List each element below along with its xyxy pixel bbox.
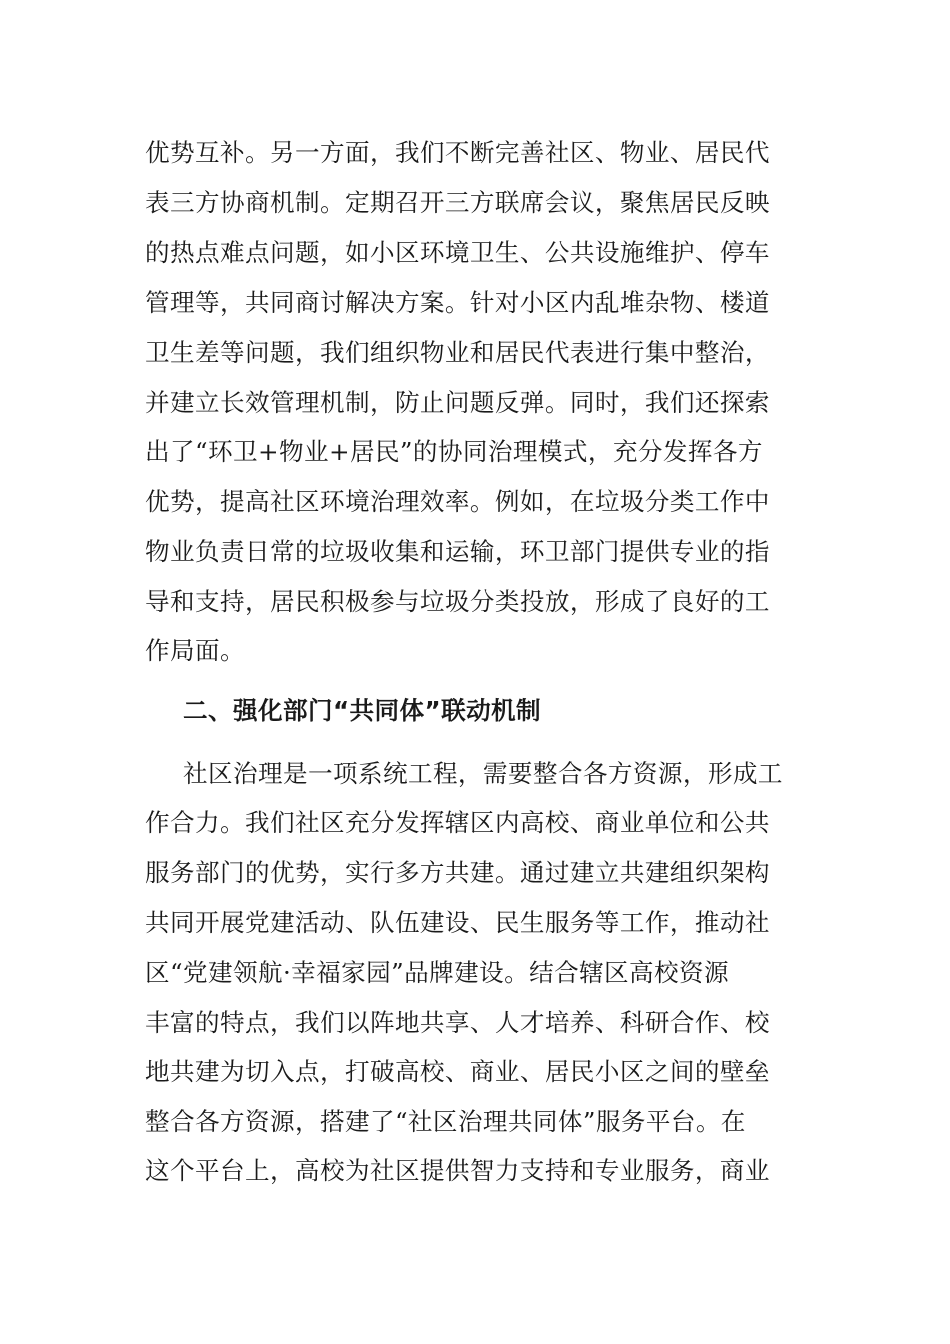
paragraph-2-line-3: 服务部门的优势，实行多方共建。通过建立共建组织架构 <box>145 858 770 887</box>
paragraph-1-line-11: 作局面。 <box>145 636 245 665</box>
paragraph-1-line-1: 优势互补。另一方面，我们不断完善社区、物业、居民代 <box>145 138 770 167</box>
paragraph-2-line-6: 丰富的特点，我们以阵地共享、人才培养、科研合作、校 <box>145 1008 770 1037</box>
paragraph-2-line-4: 共同开展党建活动、队伍建设、民生服务等工作，推动社 <box>145 908 770 937</box>
paragraph-1-line-10: 导和支持，居民积极参与垃圾分类投放，形成了良好的工 <box>145 587 770 616</box>
paragraph-2-line-7: 地共建为切入点，打破高校、商业、居民小区之间的壁垒 <box>145 1057 770 1086</box>
paragraph-1-line-8: 优势，提高社区环境治理效率。例如，在垃圾分类工作中 <box>145 487 770 516</box>
paragraph-2-line-5: 区“党建领航·幸福家园”品牌建设。结合辖区高校资源 <box>145 958 730 987</box>
section-heading: 二、强化部门“共同体”联动机制 <box>183 696 542 725</box>
paragraph-1-line-7: 出了“环卫+物业+居民”的协同治理模式，充分发挥各方 <box>145 437 763 466</box>
paragraph-2-line-8: 整合各方资源，搭建了“社区治理共同体”服务平台。在 <box>145 1107 746 1136</box>
paragraph-2-line-1: 社区治理是一项系统工程，需要整合各方资源，形成工 <box>183 759 783 788</box>
paragraph-1-line-6: 并建立长效管理机制，防止问题反弹。同时，我们还探索 <box>145 388 770 417</box>
paragraph-2-line-9: 这个平台上，高校为社区提供智力支持和专业服务，商业 <box>145 1156 770 1185</box>
paragraph-1-line-5: 卫生差等问题，我们组织物业和居民代表进行集中整治， <box>145 338 770 367</box>
paragraph-1-line-4: 管理等，共同商讨解决方案。针对小区内乱堆杂物、楼道 <box>145 288 770 317</box>
paragraph-2-line-2: 作合力。我们社区充分发挥辖区内高校、商业单位和公共 <box>145 808 770 837</box>
paragraph-1-line-9: 物业负责日常的垃圾收集和运输，环卫部门提供专业的指 <box>145 537 770 566</box>
paragraph-1-line-2: 表三方协商机制。定期召开三方联席会议，聚焦居民反映 <box>145 188 770 217</box>
paragraph-1-line-3: 的热点难点问题，如小区环境卫生、公共设施维护、停车 <box>145 238 770 267</box>
